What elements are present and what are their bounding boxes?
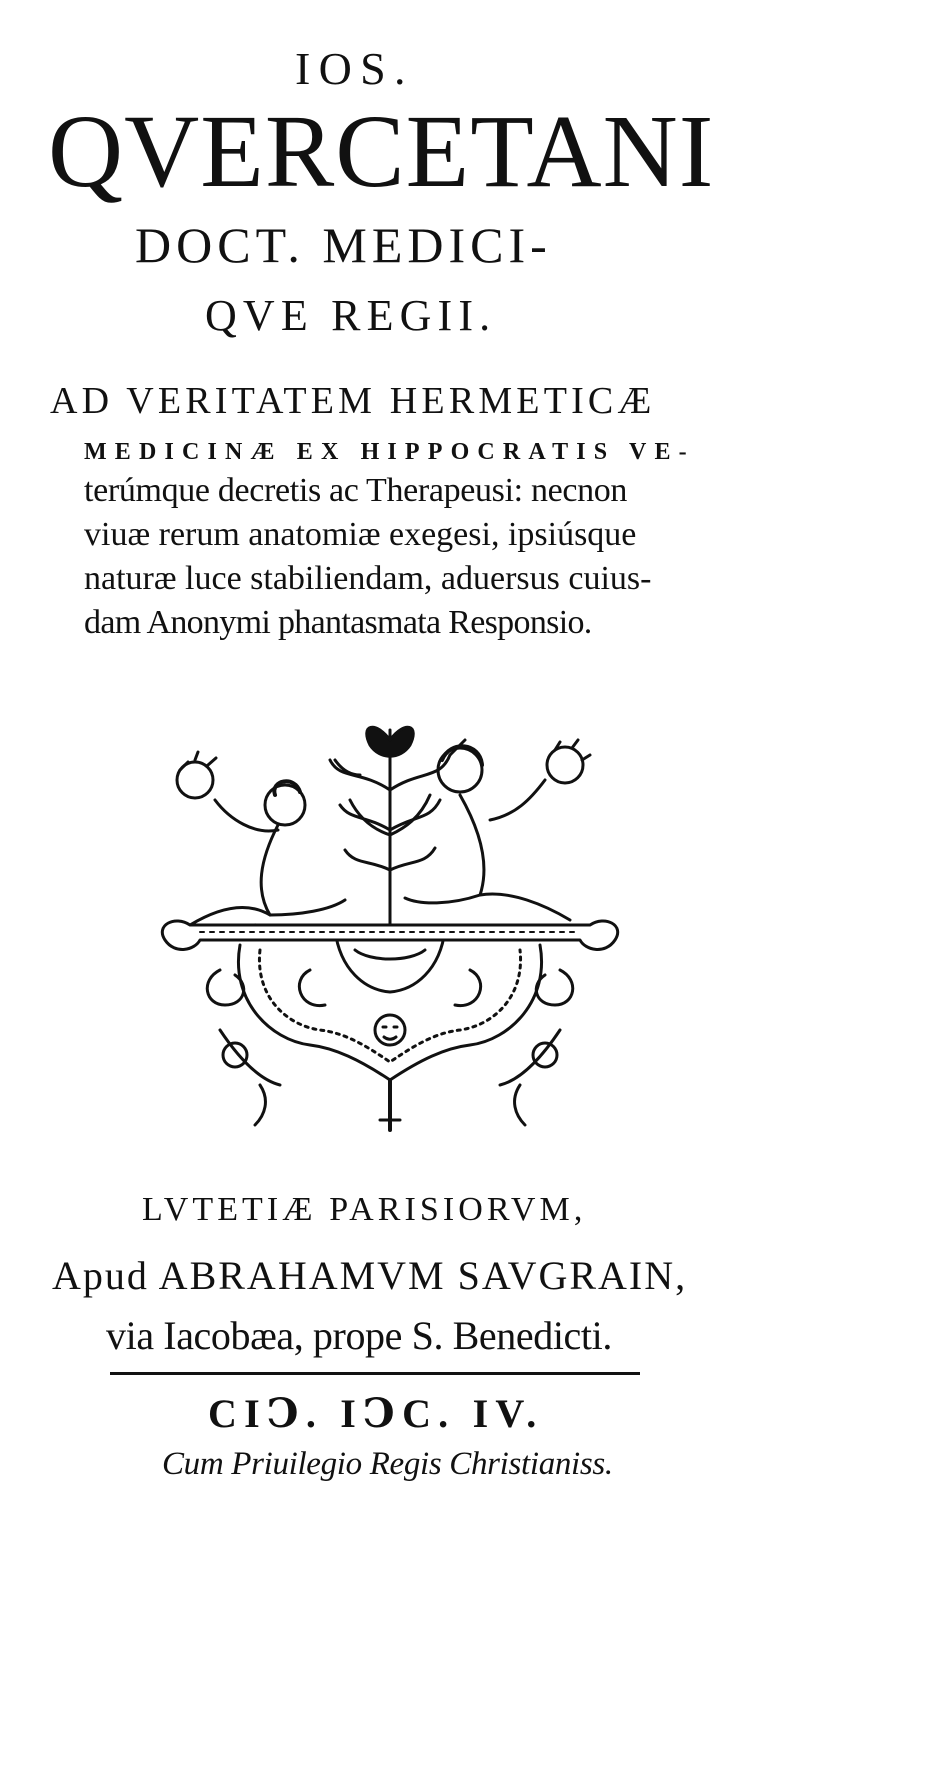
author-prefix: IOS.	[295, 43, 414, 94]
title-line-2: QVE REGII.	[205, 291, 497, 340]
subtitle-line-2: MEDICINÆ EX HIPPOCRATIS VE-	[84, 439, 695, 465]
imprint-year: CIↃ. IↃC. IV.	[208, 1391, 544, 1436]
author-name: QVERCETANI	[48, 94, 715, 209]
imprint-place: LVTETIÆ PARISIORVM,	[142, 1191, 587, 1228]
imprint-privilege: Cum Priuilegio Regis Christianiss.	[162, 1446, 613, 1482]
title-line-1: DOCT. MEDICI-	[135, 217, 552, 273]
imprint-address: via Iacobæa, prope S. Benedicti.	[106, 1313, 612, 1358]
subtitle-line-4: viuæ rerum anatomiæ exegesi, ipsiúsque	[84, 516, 637, 553]
subtitle-line-6: dam Anonymi phantasmata Responsio.	[84, 604, 592, 641]
imprint-publisher: Apud ABRAHAMVM SAVGRAIN,	[52, 1253, 688, 1298]
subtitle-heading: AD VERITATEM HERMETICÆ	[50, 380, 656, 422]
imprint-divider-rule	[110, 1372, 640, 1375]
subtitle-line-3: terúmque decretis ac Therapeusi: necnon	[84, 472, 628, 509]
subtitle-line-5: naturæ luce stabiliendam, aduersus cuius-	[84, 560, 652, 597]
printers-device-ornament-icon	[160, 700, 620, 1140]
